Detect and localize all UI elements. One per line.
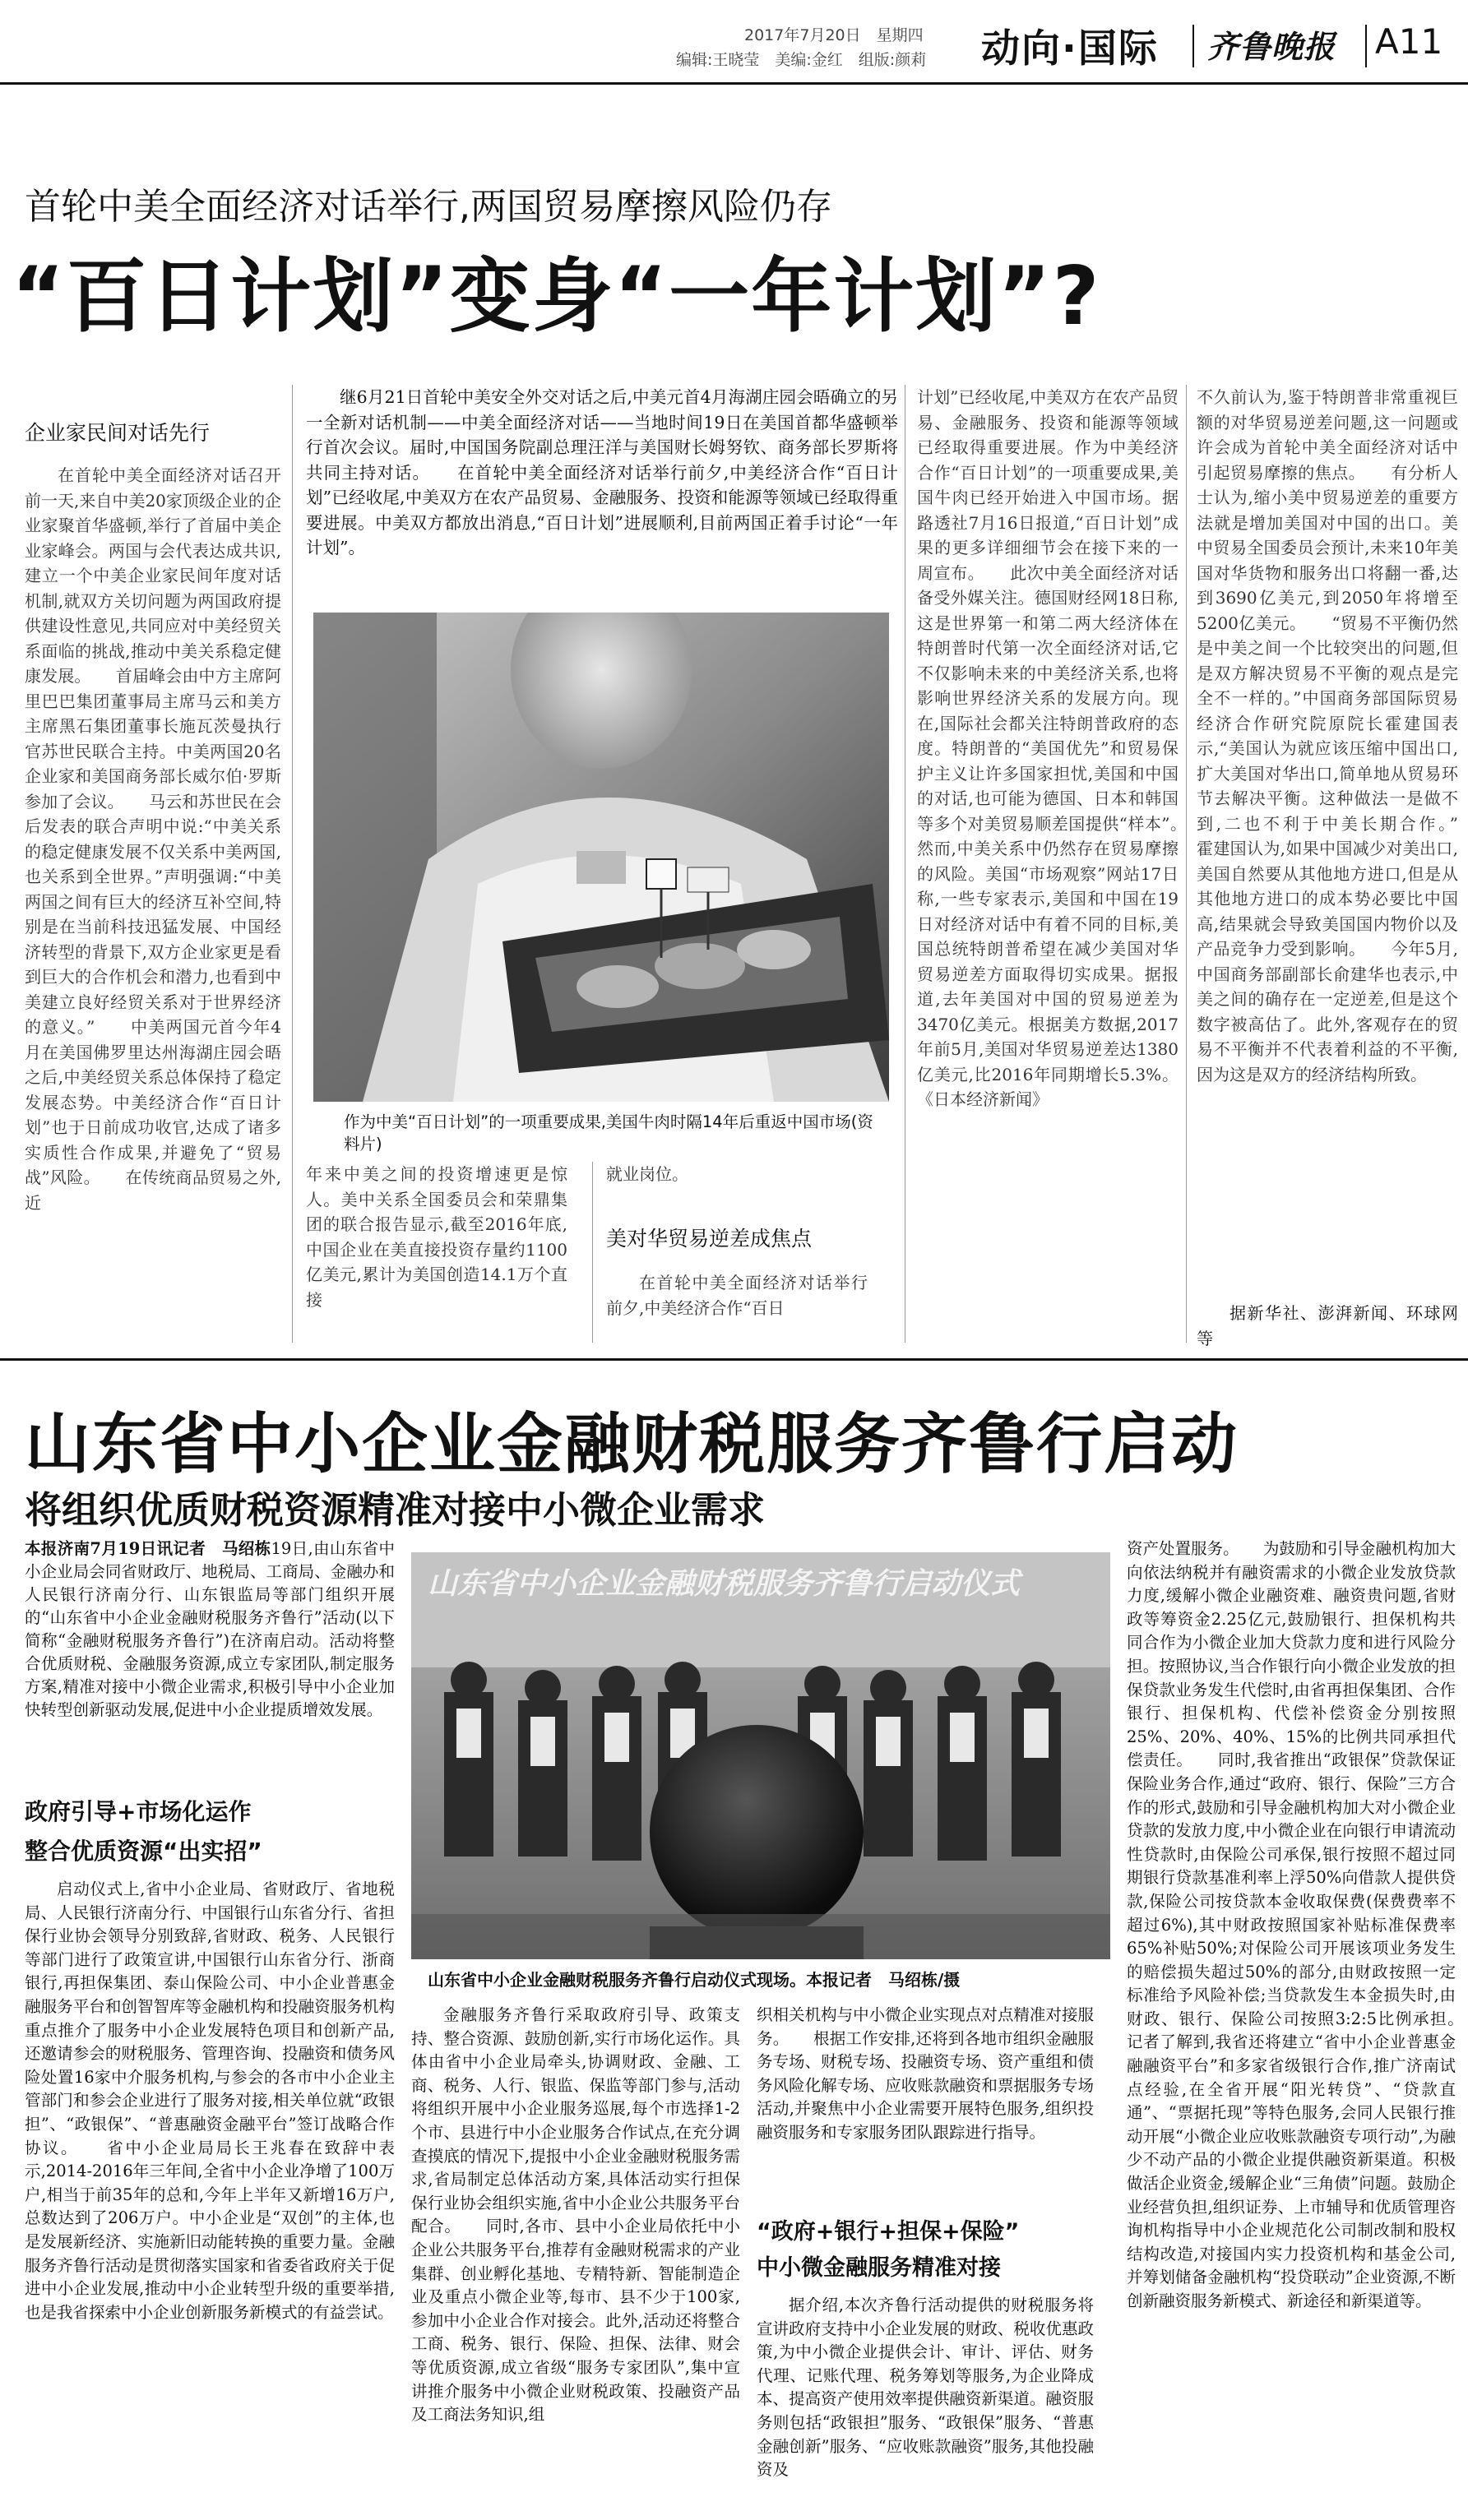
- ceremony-banner-text: 山东省中小企业金融财税服务齐鲁行启动仪式: [428, 1567, 1021, 1601]
- editor-credits: 编辑:王晓莹 美编:金红 组版:颜莉: [676, 51, 927, 69]
- article2-colC-bottom-text: 据介绍,本次齐鲁行活动提供的财税服务将宣讲政府支持中小企业发展的财政、税收优惠政策,为中小微企业提供会计、审计、评估、财务代理、记账代理、税务筹划等服务,为企业降成本、提高资产使用效率提供融资新渠道。融资服务则包括“政银担”服务、“政银保”服务、“普惠金融创新”服务、“应收账款融资”服务,其他投融资及: [757, 2296, 1094, 2480]
- masthead-rule: [0, 82, 1468, 85]
- article1-col2-bottom: [306, 1162, 567, 1339]
- masthead-divider: [1192, 25, 1194, 67]
- article1-col4: [917, 385, 1179, 1339]
- article1-col1: [25, 463, 281, 1334]
- article-separator: [0, 1358, 1468, 1361]
- beef-photo-caption: 作为中美“百日计划”的一项重要成果,美国牛肉时隔14年后重返中国市场(资料片): [344, 1112, 873, 1154]
- article2-colA-top: [25, 1537, 395, 1776]
- article1-subhead-left: 企业家民间对话先行: [25, 421, 211, 445]
- article2-subtitle: 将组织优质财税资源精准对接中小微企业需求: [25, 1488, 766, 1532]
- article1-col3-top: [606, 1162, 868, 1191]
- article2-colD-text: 资产处置服务。 为鼓励和引导金融机构加大向依法纳税并有融资需求的小微企业发放贷款力度,缓解小微企业融资难、融资贵问题,省财政等筹资金2.25亿元,鼓励银行、担保机构共同合作为小微企业加大贷款力度和进行风险分担。按照协议,当合作银行向小微企业发放的担保贷款业务发生代偿时,由省再担保集团、合作银行、担保机构、代偿补偿资金分别按照25%、20%、40%、15%的比例共同承担代偿责任。 同时,我省推出“政银保”贷款保证保险业务合作,通过“政府、银行、保险”三方合作的形式,鼓励和引导金融机构加大对小微企业贷款的发放力度,中小微企业在向银行申请流动性贷款时,由保险公司承保,银行按照不超过同期银行贷款基准利率上浮50%向借款人提供贷款,保险公司按贷款本金收取保费(保费费率不超过6%),其中财政按照国家补贴标准保费率65%补贴50%;对保险公司开展该项业务发生的赔偿损失超过50%的部分,由财政按照一定标准给予风险补偿;当贷款发生本金损失时,由财政、银行、保险公司按照3:2:5比例承担。 记者了解到,我省还将建立“省中小企业普惠金融融资平台”和多家省级银行合作,推广济南试点经验,在全省开展“阳光转贷”、“贷款直通”、“票据托现”等特色服务,会同人民银行推动开展“小微企业应收账款融资专项行动”,为融少不动产品的小微企业提供融资新渠道。积极做活企业资金,缓解企业“三角债”问题。鼓励企业经营负担,组织证券、上市辅导和优质管理咨询机构指导中小企业规范化公司制改制和股权结构改造,对接国内实力投资机构和基金公司,并筹划储备金融机构“投贷联动”企业资源,不断创新融资服务新模式、新途径和新渠道等。: [1127, 1539, 1456, 2310]
- article2-byline: 本报济南7月19日讯记者 马绍栋: [25, 1539, 271, 1558]
- article1-col4-text: 计划”已经收尾,中美双方在农产品贸易、金融服务、投资和能源等领域已经取得重要进展。作为中美经济合作“百日计划”的一项重要成果,美国牛肉已经开始进入中国市场。据路透社7月16日报道,“百日计划”成果的更多详细细节会在接下来的一周宣布。 此次中美全面经济对话备受外媒关注。德国财经网18日称,这是世界第一和第二两大经济体在特朗普时代第一次全面经济对话,它不仅影响未来的中美经济关系,也将影响世界经济关系的发展方向。现在,国际社会都关注特朗普政府的态度。特朗普的“美国优先”和贸易保护主义让许多国家担忧,美国和中国的对话,也可能为德国、日本和韩国等多个对美贸易顺差国提供“样本”。 然而,中美关系中仍然存在贸易摩擦的风险。美国“市场观察”网站17日称,一些专家表示,美国和中国在19日对经济对话中有着不同的目标,美国总统特朗普希望在减少美国对华贸易逆差方面取得切实成果。据报道,去年美国对中国的贸易逆差为3470亿美元。根据美方数据,2017年前5月,美国对华贸易逆差达1380亿美元,比2016年同期增长5.3%。《日本经济新闻》: [917, 387, 1179, 1109]
- article1-col5: [1197, 385, 1458, 1297]
- article1-source: [1197, 1301, 1458, 1352]
- beef-photo: [313, 613, 889, 1102]
- article2-colA-top-text: [25, 1537, 395, 1722]
- article1-col5-text: 不久前认为,鉴于特朗普非常重视巨额的对华贸易逆差问题,这一问题或许会成为首轮中美全面经济对话中引起贸易摩擦的焦点。 有分析人士认为,缩小美中贸易逆差的重要方法就是增加美国对中国的出口。美中贸易全国委员会预计,未来10年美国对华货物和服务出口将翻一番,达到3690亿美元,到2050年将增至5200亿美元。 “贸易不平衡仍然是中美之间一个比较突出的问题,但是双方解决贸易不平衡的观点是完全不一样的。”中国商务部国际贸易经济合作研究院原院长霍建国表示,“美国认为就应该压缩中国出口,扩大美国对华出口,简单地从贸易环节去解决平衡。这种做法一是做不到,二也不利于中美长期合作。” 霍建国认为,如果中国减少对美出口,美国自然要从其他地方进口,但是从其他地方进口的成本势必要比中国高,结果就会导致美国国内物价以及产品竞争力受到影响。 今年5月,中国商务部副部长俞建华也表示,中美之间的确存在一定逆差,但是这个数字被高估了。此外,客观存在的贸易不平衡并不代表着利益的不平衡,因为这是双方的经济结构所致。: [1197, 387, 1458, 1084]
- article1-col2-bottom-text: 年来中美之间的投资增速更是惊人。美中关系全国委员会和荣鼎集团的联合报告显示,截至2016年底,中国企业在美直接投资存量约1100亿美元,累计为美国创造14.1万个直接: [306, 1164, 567, 1310]
- article2-subhead-C1: “政府+银行+担保+保险”: [757, 2219, 1020, 2245]
- article1-col3-bottom-text: 在首轮中美全面经济对话举行前夕,中美经济合作“百日: [606, 1273, 868, 1318]
- ceremony-photo-caption: 山东省中小企业金融财税服务齐鲁行启动仪式现场。本报记者 马绍栋/摄: [428, 1970, 961, 1990]
- article2-colA-bottom: [25, 1878, 395, 2503]
- article2-colA-top-body: 19日,由山东省中小企业局会同省财政厅、地税局、工商局、金融办和人民银行济南分行、山东银监局等部门组织开展的“山东省中小企业金融财税服务齐鲁行”活动(以下简称“金融财税服务齐鲁行”)在济南启动。活动将整合优质财税、金融服务资源,成立专家团队,制定服务方案,精准对接中小微企业需求,积极引导中小企业加快转型创新驱动发展,促进中小企业提质增效发展。: [25, 1539, 395, 1719]
- article2-subhead-C2: 中小微金融服务精准对接: [757, 2255, 1001, 2281]
- page-number: A11: [1375, 21, 1443, 62]
- column-rule-1: [292, 385, 293, 1343]
- ceremony-photo: [411, 1552, 1110, 1959]
- column-rule-4: [592, 1162, 593, 1343]
- article2-colC-top-text: 织相关机构与中小微企业实现点对点精准对接服务。 根据工作安排,还将到各地市组织金融服务专场、财税专场、投融资专场、资产重组和债务风险化解专场、应收账款融资和票据服务专场活动,并聚焦中小企业需要开展特色服务,组织投融资服务和专家服务团队跟踪进行指导。: [757, 2005, 1094, 2142]
- article1-source-text: 据新华社、澎湃新闻、环球网等: [1197, 1303, 1458, 1348]
- article2-colA-bottom-text: 启动仪式上,省中小企业局、省财政厅、省地税局、人民银行济南分行、中国银行山东省分行、省担保行业协会领导分别致辞,省财政、税务、人民银行等部门进行了政策宣讲,中国银行山东省分行、浙商银行,再担保集团、泰山保险公司、中小企业普惠金融服务平台和创智智库等金融机构和投融资服务机构重点推介了服务中小企业发展特色项目和创新产品,还邀请参会的财税服务、管理咨询、投融资和债务风险处置16家中介服务机构,与参会的各市中小企业主管部门和参会企业进行了服务对接,相关单位就“政银担”、“政银保”、“普惠融资金融平台”签订战略合作协议。 省中小企业局局长王兆春在致辞中表示,2014-2016年三年间,全省中小企业净增了100万户,相当于前35年的总和,今年上半年又新增16万户,总数达到了206万户。中小企业是“双创”的主体,也是发展新经济、实施新旧动能转换的重要力量。金融服务齐鲁行活动是贯彻落实国家和省委省政府关于促进中小企业发展,推动中小企业转型升级的重要举措,也是我省探索中小企业创新服务新模式的有益尝试。: [25, 1880, 395, 2322]
- ceremony-photo-image: [411, 1552, 1110, 1959]
- masthead-divider-2: [1365, 25, 1367, 67]
- article2-headline: 山东省中小企业金融财税服务齐鲁行启动: [25, 1406, 1239, 1482]
- article2-colC-bottom: [757, 2294, 1094, 2505]
- page-date: 2017年7月20日 星期四: [744, 26, 924, 44]
- article1-col3-bottom: [606, 1270, 868, 1324]
- article1-col3-top-text: 就业岗位。: [606, 1164, 688, 1184]
- article1-headline: “百日计划”变身“一年计划”?: [12, 250, 1101, 344]
- article1-subhead-mid: 美对华贸易逆差成焦点: [606, 1227, 813, 1251]
- paper-logo: 齐鲁晚报: [1207, 28, 1336, 65]
- article1-lead-text: 继6月21日首轮中美安全外交对话之后,中美元首4月海湖庄园会晤确立的另一全新对话机制——中美全面经济对话——当地时间19日在美国首都华盛顿举行首次会议。届时,中国国务院副总理汪洋与美国财长姆努钦、商务部长罗斯将共同主持对话。 在首轮中美全面经济对话举行前夕,中美经济合作“百日计划”已经收尾,中美双方在农产品贸易、金融服务、投资和能源等领域已经取得重要进展。中美双方都放出消息,“百日计划”进展顺利,目前两国正着手讨论“一年计划”。: [306, 387, 898, 557]
- article1-lead: [306, 385, 898, 594]
- column-rule-3: [1186, 385, 1187, 1343]
- article1-col1-text: 在首轮中美全面经济对话召开前一天,来自中美20家顶级企业的企业家聚首华盛顿,举行了首届中美企业家峰会。两国与会代表达成共识,建立一个中美企业家民间年度对话机制,就双方关切问题为两国政府提供建设性意见,共同应对中美经贸关系面临的挑战,推动中美关系稳定健康发展。 首届峰会由中方主席阿里巴巴集团董事局主席马云和美方主席黑石集团董事长施瓦茨曼执行官苏世民联合主持。中美两国20名企业家和美国商务部长威尔伯·罗斯参加了会议。 马云和苏世民在会后发表的联合声明中说:“中美关系的稳定健康发展不仅关系中美两国,也关系到全世界。”声明强调:“中美两国之间有巨大的经济互补空间,特别是在当前科技迅猛发展、中国经济转型的背景下,双方企业家更是看到巨大的合作机会和潜力,也看到中美建立良好经贸关系对于世界经济的意义。” 中美两国元首今年4月在美国佛罗里达州海湖庄园会晤之后,中美经贸关系总体保持了稳定发展态势。中美经济合作“百日计划”也于日前成功收官,达成了诸多实质性合作成果,并避免了“贸易战”风险。 在传统商品贸易之外,近: [25, 465, 281, 1213]
- article2-subhead-A1: 政府引导+市场化运作: [25, 1798, 252, 1825]
- article2-subhead-A2: 整合优质资源“出实招”: [25, 1838, 262, 1865]
- article1-kicker: 首轮中美全面经济对话举行,两国贸易摩擦风险仍存: [25, 186, 832, 228]
- article2-colB-text: 金融服务齐鲁行采取政府引导、政策支持、整合资源、鼓励创新,实行市场化运作。具体由省中小企业局牵头,协调财政、金融、工商、税务、人行、银监、保监等部门参与,活动将组织开展中小企业服务巡展,每个市选择1-2个市、县进行中小企业服务合作试点,在充分调查摸底的情况下,提报中小企业金融财税服务需求,省局制定总体活动方案,具体活动实行担保保行业协会组织实施,省中小企业公共服务平台配合。 同时,各市、县中小企业局依托中小企业公共服务平台,推荐有金融财税需求的产业集群、创业孵化基地、专精特新、智能制造企业及重点小微企业等,每市、县不少于100家,参加中小企业合作对接会。此外,活动还将整合工商、税务、银行、保险、担保、法律、财会等优质资源,成立省级“服务专家团队”,集中宣讲推介服务中小微企业财税政策、投融资产品及工商法务知识,组: [411, 2005, 740, 2425]
- article2-colD: [1127, 1537, 1456, 2506]
- article2-colB: [411, 2004, 740, 2505]
- section-title: 动向·国际: [981, 26, 1159, 72]
- beef-photo-image: [313, 613, 889, 1102]
- article2-colC-top: [757, 2004, 1094, 2201]
